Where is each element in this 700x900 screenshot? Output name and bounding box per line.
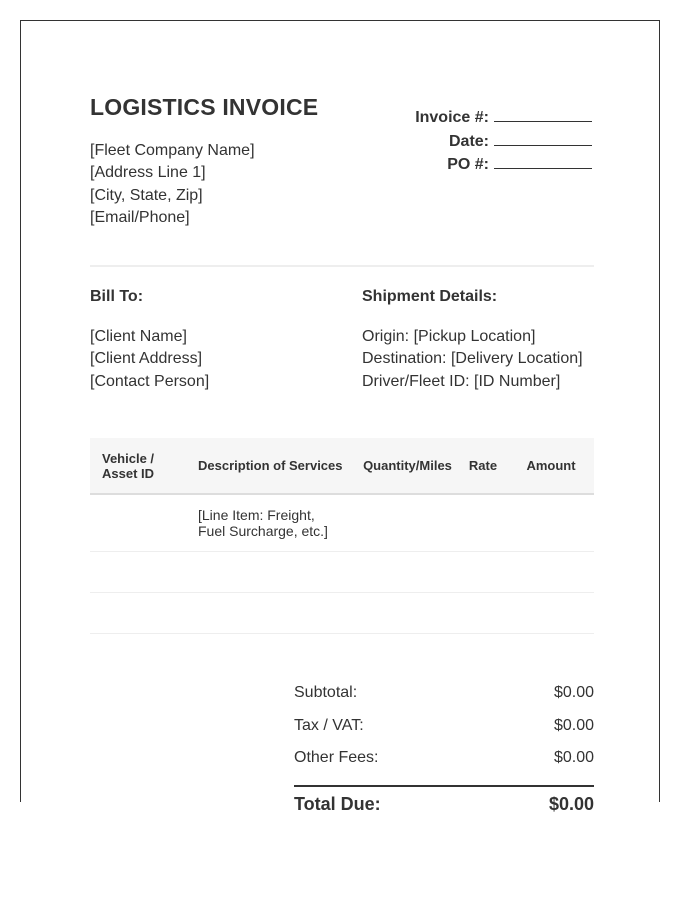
column-header-vehicle: Vehicle / Asset ID [90, 438, 186, 494]
table-row [90, 494, 594, 552]
cell-quantity[interactable] [357, 494, 458, 552]
cell-description[interactable] [186, 552, 357, 593]
invoice-number-row [415, 106, 592, 130]
other-fees-value: $0.00 [553, 749, 594, 767]
cell-amount[interactable] [508, 494, 594, 552]
invoice-date-label: Date: [448, 132, 489, 150]
column-header-quantity: Quantity/Miles [357, 438, 458, 494]
total-due-row [294, 787, 594, 823]
bill-to-heading: Bill To: [90, 288, 144, 305]
column-header-description: Description of Services [186, 438, 357, 494]
invoice-date-row [415, 130, 592, 154]
subtotal-value: $0.00 [553, 684, 594, 702]
client-name: [Client Name] [90, 328, 187, 345]
contact-person: [Contact Person] [90, 372, 210, 390]
cell-rate[interactable] [458, 494, 508, 552]
other-fees-row [294, 742, 594, 775]
shipment-destination: Destination: [Delivery Location] [362, 350, 583, 368]
total-due-value: $0.00 [548, 794, 594, 814]
invoice-meta [415, 106, 592, 177]
shipment-origin: Origin: [Pickup Location] [362, 328, 536, 345]
line-items-table [90, 438, 594, 634]
table-row [90, 552, 594, 593]
tax-label: Tax / VAT: [294, 716, 364, 734]
shipment-driver-id: Driver/Fleet ID: [ID Number] [362, 372, 561, 390]
tax-value: $0.00 [553, 716, 594, 734]
tax-row [294, 710, 594, 743]
cell-description[interactable]: [Line Item: Freight, Fuel Surcharge, etc.] [186, 494, 357, 552]
po-number-row [415, 153, 592, 177]
invoice-title: LOGISTICS INVOICE [90, 94, 319, 120]
cell-rate[interactable] [458, 552, 508, 593]
company-contact: [Email/Phone] [90, 208, 190, 226]
company-address-block [90, 140, 255, 229]
subtotal-row [294, 677, 594, 710]
totals-section [294, 677, 594, 823]
client-address: [Client Address] [90, 350, 203, 368]
subtotal-label: Subtotal: [294, 684, 358, 702]
invoice-page [20, 20, 660, 814]
company-address-line: [Address Line 1] [90, 164, 206, 182]
company-city-state-zip: [City, State, Zip] [90, 186, 203, 204]
cell-rate[interactable] [458, 593, 508, 634]
bill-to-block [90, 326, 209, 393]
cell-quantity[interactable] [357, 593, 458, 634]
total-due-label: Total Due: [294, 794, 381, 814]
table-header-row [90, 438, 594, 494]
cell-quantity[interactable] [357, 552, 458, 593]
header-divider [90, 265, 594, 267]
other-fees-label: Other Fees: [294, 749, 379, 767]
po-number-label: PO #: [447, 156, 489, 173]
po-number-field[interactable] [494, 153, 592, 169]
invoice-number-label: Invoice #: [415, 109, 489, 126]
invoice-number-field[interactable] [494, 106, 592, 122]
company-name: [Fleet Company Name] [90, 142, 255, 159]
column-header-rate: Rate [458, 438, 508, 494]
shipment-details-block [362, 326, 583, 393]
invoice-date-field[interactable] [494, 130, 592, 146]
shipment-details-heading: Shipment Details: [362, 288, 498, 305]
cell-vehicle[interactable] [90, 494, 186, 552]
table-row [90, 593, 594, 634]
cell-vehicle[interactable] [90, 552, 186, 593]
cell-vehicle[interactable] [90, 593, 186, 634]
cell-description[interactable] [186, 593, 357, 634]
cell-amount[interactable] [508, 593, 594, 634]
column-header-amount: Amount [508, 438, 594, 494]
cell-amount[interactable] [508, 552, 594, 593]
